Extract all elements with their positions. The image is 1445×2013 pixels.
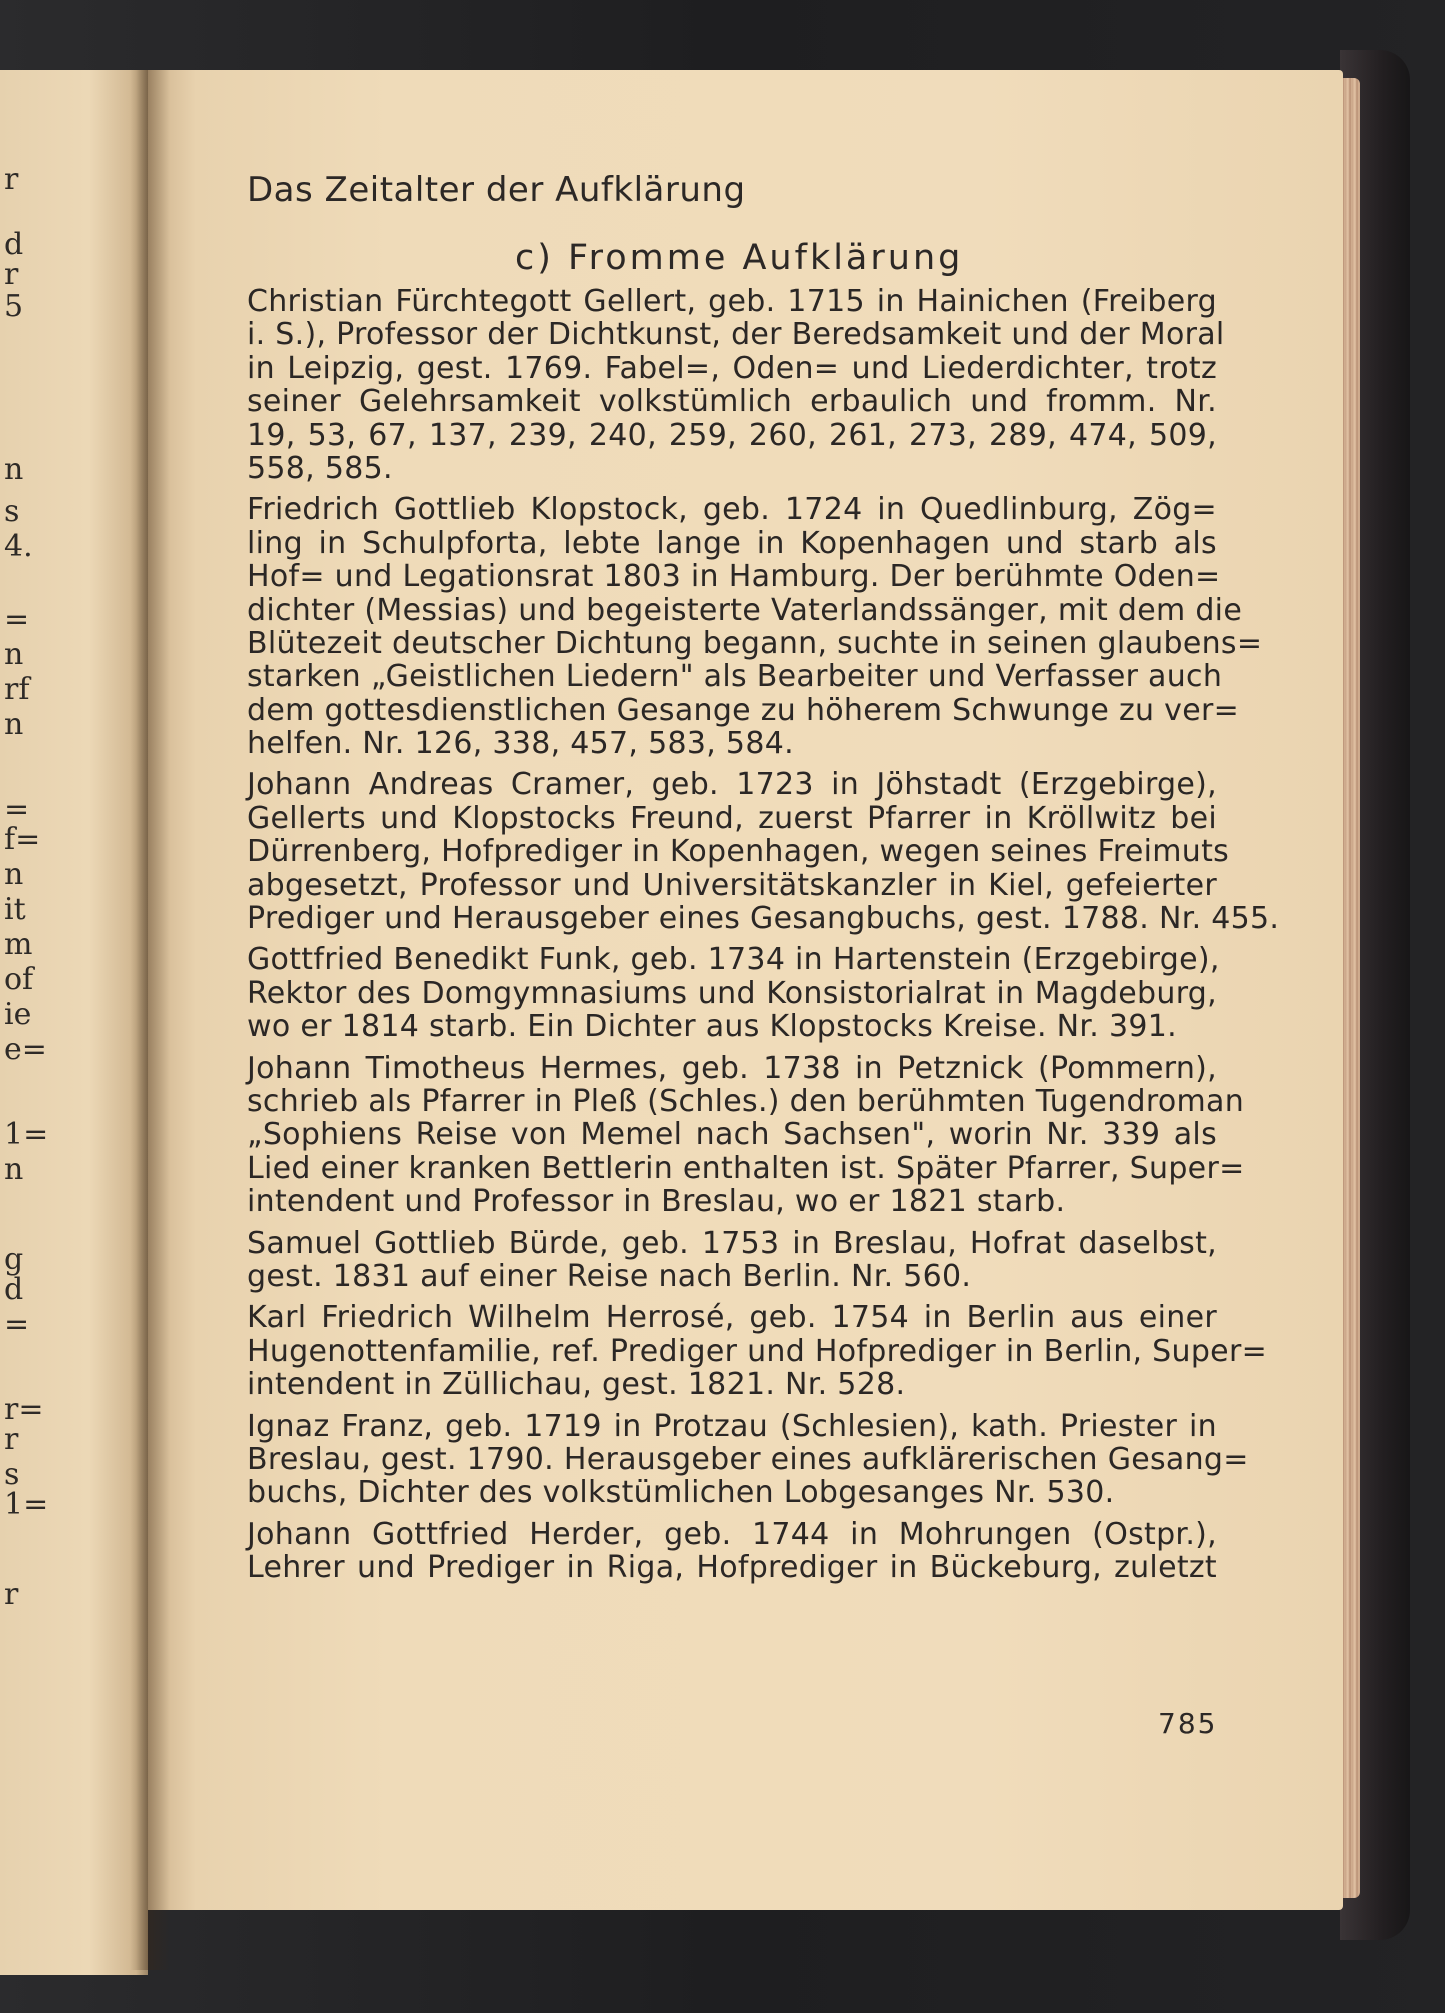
text-line: Hugenottenfamilie, ref. Prediger und Hofprediger in Berlin, Super= bbox=[247, 1333, 1268, 1369]
biography-entry bbox=[247, 1518, 1217, 1585]
left-page-fragment: g bbox=[4, 1242, 24, 1277]
left-page-fragment: r= bbox=[4, 1392, 44, 1427]
left-page-fragment: r bbox=[4, 1422, 19, 1457]
text-line: Hof= und Legationsrat 1803 in Hamburg. Der berühmte Oden= bbox=[247, 559, 1221, 595]
biography-entry bbox=[247, 942, 1220, 1045]
text-line: Blütezeit deutscher Dichtung begann, suchte in seinen glaubens= bbox=[247, 625, 1263, 661]
left-page-fragment: n bbox=[4, 637, 24, 672]
left-page-fragment: s bbox=[4, 494, 20, 529]
biography-entry bbox=[247, 1300, 1268, 1403]
left-page-fragment: 5 bbox=[4, 289, 24, 324]
text-line: Lehrer und Prediger in Riga, Hofprediger in Bückeburg, zuletzt bbox=[247, 1550, 1217, 1586]
biography-entry bbox=[247, 492, 1263, 762]
biography-entry bbox=[247, 1227, 1217, 1294]
left-page-fragment: = bbox=[4, 792, 30, 827]
left-page-fragment: 1= bbox=[4, 1487, 49, 1522]
text-line: helfen. Nr. 126, 338, 457, 583, 584. bbox=[247, 726, 794, 762]
text-line: Johann Gottfried Herder, geb. 1744 in Mohrungen (Ostpr.), bbox=[247, 1516, 1217, 1552]
left-page-fragment: r bbox=[4, 1577, 19, 1612]
text-line: Karl Friedrich Wilhelm Herrosé, geb. 1754 in Berlin aus einer bbox=[247, 1300, 1217, 1336]
text-line: dichter (Messias) und begeisterte Vaterlandssänger, mit dem die bbox=[247, 592, 1243, 628]
left-page-fragment: n bbox=[4, 452, 24, 487]
left-page-fragment: of bbox=[4, 962, 34, 997]
left-page-fragment: m bbox=[4, 927, 33, 962]
text-line: intendent und Professor in Breslau, wo er 1821 starb. bbox=[247, 1184, 1066, 1220]
text-line: intendent in Züllichau, gest. 1821. Nr. 528. bbox=[247, 1367, 906, 1403]
left-page-fragment: n bbox=[4, 707, 24, 742]
text-line: Prediger und Herausgeber eines Gesangbuchs, gest. 1788. Nr. 455. bbox=[247, 901, 1280, 937]
text-line: wo er 1814 starb. Ein Dichter aus Klopstocks Kreise. Nr. 391. bbox=[247, 1009, 1177, 1045]
text-line: Christian Fürchtegott Gellert, geb. 1715 in Hainichen (Freiberg bbox=[247, 284, 1217, 319]
text-line: Dürrenberg, Hofprediger in Kopenhagen, wegen seines Freimuts bbox=[247, 834, 1230, 870]
left-page bbox=[0, 70, 148, 1975]
text-line: buchs, Dichter des volkstümlichen Lobgesanges Nr. 530. bbox=[247, 1475, 1115, 1511]
left-page-fragment: r bbox=[4, 162, 19, 197]
left-page-fragment: = bbox=[4, 602, 30, 637]
text-line: schrieb als Pfarrer in Pleß (Schles.) den berühmten Tugendroman bbox=[247, 1083, 1245, 1119]
text-line: Friedrich Gottlieb Klopstock, geb. 1724 in Quedlinburg, Zög= bbox=[247, 492, 1217, 528]
biography-entry bbox=[247, 1050, 1245, 1220]
text-line: 558, 585. bbox=[247, 450, 393, 486]
text-line: Samuel Gottlieb Bürde, geb. 1753 in Breslau, Hofrat daselbst, bbox=[247, 1225, 1217, 1261]
text-line: abgesetzt, Professor und Universitätskanzler in Kiel, gefeierter bbox=[247, 867, 1217, 903]
text-line: Gellerts und Klopstocks Freund, zuerst Pfarrer in Kröllwitz bei bbox=[247, 800, 1217, 836]
left-page-fragment: = bbox=[4, 1307, 30, 1342]
left-page-fragment: rf bbox=[4, 672, 30, 707]
biography-entry bbox=[247, 767, 1280, 937]
text-line: gest. 1831 auf einer Reise nach Berlin. Nr. 560. bbox=[247, 1258, 972, 1294]
text-line: in Leipzig, gest. 1769. Fabel=, Oden= und Liederdichter, trotz bbox=[247, 350, 1217, 386]
body-text bbox=[247, 284, 1280, 1592]
biography-entry bbox=[247, 284, 1225, 486]
text-line: Rektor des Domgymnasiums und Konsistorialrat in Magdeburg, bbox=[247, 975, 1217, 1011]
text-line: Johann Andreas Cramer, geb. 1723 in Jöhstadt (Erzgebirge), bbox=[247, 767, 1217, 803]
text-line: i. S.), Professor der Dichtkunst, der Beredsamkeit und der Moral bbox=[247, 317, 1225, 353]
left-page-fragment: ie bbox=[4, 997, 32, 1032]
left-page-fragment: 4. bbox=[4, 529, 33, 564]
text-line: „Sophiens Reise von Memel nach Sachsen", worin Nr. 339 als bbox=[247, 1117, 1217, 1153]
left-page-fragment: f= bbox=[4, 822, 41, 857]
text-line: Johann Timotheus Hermes, geb. 1738 in Petznick (Pommern), bbox=[247, 1050, 1217, 1086]
text-line: dem gottesdienstlichen Gesange zu höherem Schwunge zu ver= bbox=[247, 692, 1240, 728]
left-page-fragment: n bbox=[4, 857, 24, 892]
text-line: Gottfried Benedikt Funk, geb. 1734 in Hartenstein (Erzgebirge), bbox=[247, 942, 1220, 978]
left-page-fragment: e= bbox=[4, 1032, 47, 1067]
page-number: 785 bbox=[1158, 1707, 1218, 1740]
left-page-fragment: 1= bbox=[4, 1117, 49, 1152]
left-page-fragment: d bbox=[4, 227, 24, 262]
running-head: Das Zeitalter der Aufklärung bbox=[247, 170, 746, 210]
biography-entry bbox=[247, 1408, 1249, 1511]
text-line: Lied einer kranken Bettlerin enthalten ist. Später Pfarrer, Super= bbox=[247, 1150, 1245, 1186]
left-page-fragment: it bbox=[4, 892, 26, 927]
section-title: c) Fromme Aufklärung bbox=[515, 238, 964, 278]
left-page-fragment: r bbox=[4, 257, 19, 292]
text-line: 19, 53, 67, 137, 239, 240, 259, 260, 261, 273, 289, 474, 509, bbox=[247, 417, 1217, 453]
text-line: Ignaz Franz, geb. 1719 in Protzau (Schlesien), kath. Priester in bbox=[247, 1408, 1217, 1444]
left-page-fragment: s bbox=[4, 1457, 20, 1492]
text-line: ling in Schulpforta, lebte lange in Kopenhagen und starb als bbox=[247, 525, 1217, 561]
text-line: Breslau, gest. 1790. Herausgeber eines aufklärerischen Gesang= bbox=[247, 1441, 1249, 1477]
left-page-fragment: d bbox=[4, 1272, 24, 1307]
left-page-fragment: n bbox=[4, 1152, 24, 1187]
text-line: seiner Gelehrsamkeit volkstümlich erbaulich und fromm. Nr. bbox=[247, 384, 1217, 420]
gutter bbox=[130, 70, 170, 1970]
text-line: starken „Geistlichen Liedern" als Bearbeiter und Verfasser auch bbox=[247, 659, 1223, 695]
